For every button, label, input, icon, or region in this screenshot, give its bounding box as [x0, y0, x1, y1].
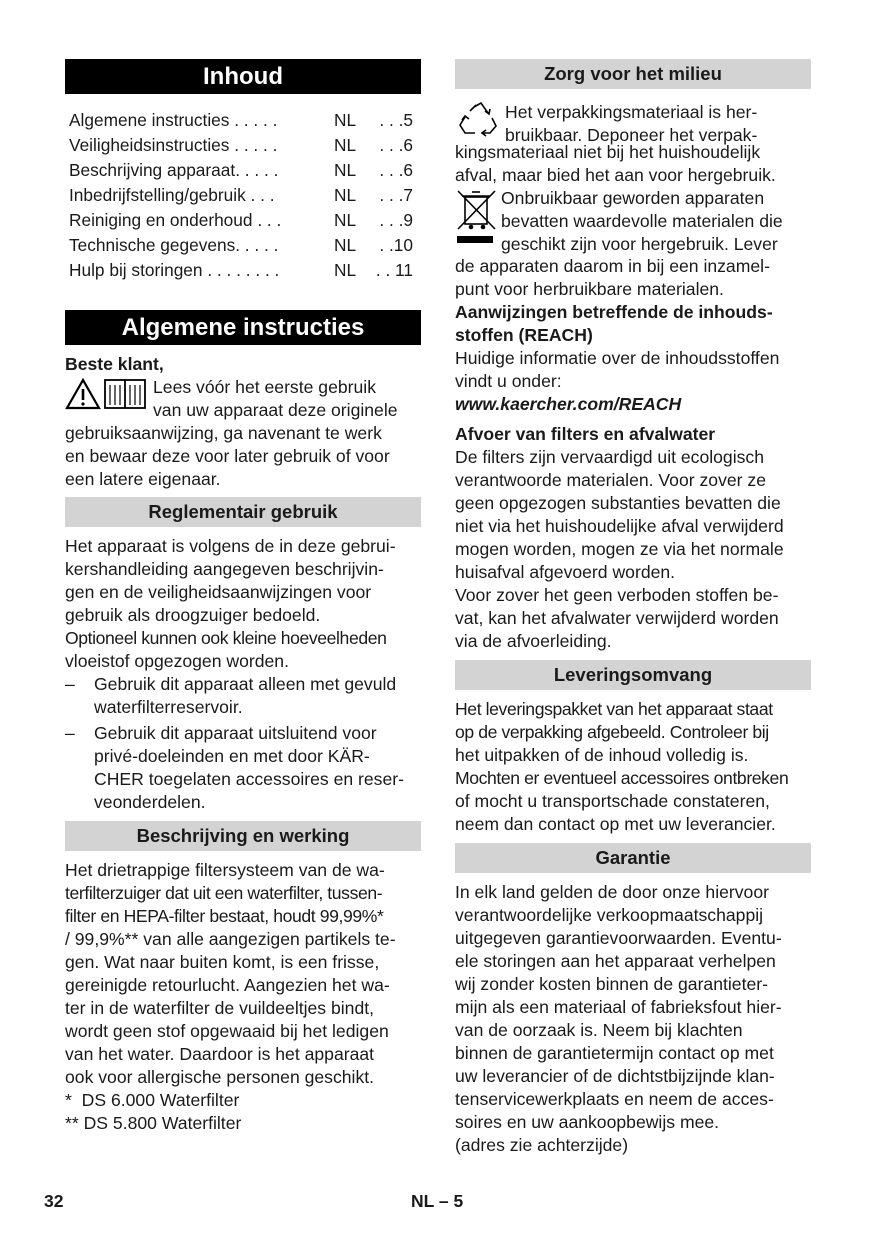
warning-manual-icon [65, 376, 151, 422]
text-line: huisafval afgevoerd worden. [455, 562, 676, 582]
text-line: terfilterzuiger dat uit een waterfilter, tussen- [65, 883, 383, 903]
text-line: vloeistof opgezogen worden. [65, 651, 289, 671]
right-column [455, 59, 811, 1157]
function-heading: Beschrijving en werking [65, 821, 421, 851]
reach-link[interactable]: www.kaercher.com/REACH [455, 394, 682, 414]
toc-title: Algemene instructies . . . . . [69, 110, 278, 130]
text-line: kershandleiding aangegeven beschrijvin- [65, 559, 384, 579]
text-line: gebruik als droogzuiger bedoeld. [65, 605, 321, 625]
text-line: gen en de veiligheidsaanwijzingen voor [65, 582, 372, 602]
text-line: gereinigde retourlucht. Aangezien het wa- [65, 975, 390, 995]
text-line: Mochten er eventueel accessoires ontbreken [455, 768, 789, 788]
warranty-heading: Garantie [455, 843, 811, 873]
toc-page: . . .6 [379, 160, 413, 180]
text-line: veonderdelen. [94, 792, 206, 812]
intro-block [65, 376, 421, 422]
footnote: ** DS 5.800 Waterfilter [65, 1113, 242, 1133]
text-line: vindt u onder: [455, 371, 562, 391]
recycle-block [455, 101, 811, 147]
intro-line: gebruiksaanwijzing, ga navenant te werk [65, 423, 382, 443]
text-line: niet via het huishoudelijke afval verwijderd [455, 516, 784, 536]
toc-row[interactable] [69, 258, 421, 283]
text-line: – Gebruik dit apparaat uitsluitend voor [94, 723, 377, 743]
toc-row[interactable] [69, 133, 421, 158]
toc-lang: NL [334, 160, 357, 180]
filter-text [455, 446, 811, 653]
intro-line: Lees vóór het eerste gebruik [153, 377, 376, 397]
page-number: 32 [44, 1191, 64, 1211]
footnote: * DS 6.000 Waterfilter [65, 1090, 240, 1110]
text-line: privé-doeleinden en met door KÄR- [94, 746, 370, 766]
text-line: wij zonder kosten binnen de garantieter- [455, 974, 768, 994]
text-line: Het verpakkingsmateriaal is her- [505, 102, 758, 122]
text-line: waterfilterreservoir. [94, 697, 243, 717]
toc-page: . . .6 [379, 135, 413, 155]
toc-page: . . .5 [379, 110, 413, 130]
general-heading: Algemene instructies [65, 310, 421, 345]
usage-bullet [65, 722, 421, 814]
text-line: filter en HEPA-filter bestaat, houdt 99,99%* [65, 906, 384, 926]
text-line: uw leverancier of de dichtstbijzijnde klan- [455, 1066, 775, 1086]
text-line: Het drietrappige filtersysteem van de wa- [65, 860, 385, 880]
delivery-text [455, 698, 811, 836]
text-line: Huidige informatie over de inhoudsstoffen [455, 348, 780, 368]
text-line: van het water. Daardoor is het apparaat [65, 1044, 375, 1064]
toc-row[interactable] [69, 183, 421, 208]
toc-page: . .10 [379, 235, 413, 255]
reach-heading: Aanwijzingen betreffende de inhouds- [455, 302, 773, 322]
toc-page: . . .7 [379, 185, 413, 205]
warranty-text [455, 881, 811, 1157]
toc-lang: NL [334, 110, 357, 130]
toc-row[interactable] [69, 158, 421, 183]
usage-bullet [65, 673, 421, 719]
text-line: ele storingen aan het apparaat verhelpen [455, 951, 776, 971]
text-line: In elk land gelden de door onze hiervoor [455, 882, 769, 902]
toc-title: Reiniging en onderhoud . . . [69, 210, 282, 230]
crossed-bin-icon [455, 187, 501, 249]
text-line: mijn als een materiaal of fabrieksfout hier- [455, 997, 782, 1017]
text-line: het uitpakken of de inhoud volledig is. [455, 745, 749, 765]
text-line: ook voor allergische personen geschikt. [65, 1067, 375, 1087]
intro-line: en bewaar deze voor later gebruik of voor [65, 446, 390, 466]
text-line: verantwoordelijke verkoopmaatschappij [455, 905, 764, 925]
text-line: Voor zover het geen verboden stoffen be- [455, 585, 779, 605]
reach-heading: stoffen (REACH) [455, 325, 593, 345]
text-line: binnen de garantietermijn contact op met [455, 1043, 774, 1063]
toc-row[interactable] [69, 108, 421, 133]
text-line: (adres zie achterzijde) [455, 1135, 629, 1155]
usage-text [65, 535, 421, 673]
weee-block [455, 187, 811, 256]
toc-title: Inbedrijfstelling/gebruik . . . [69, 185, 275, 205]
text-line: neem dan contact op met uw leverancier. [455, 814, 776, 834]
toc-lang: NL [334, 185, 357, 205]
recycle-icon [455, 101, 505, 141]
toc-title: Veiligheidsinstructies . . . . . [69, 135, 278, 155]
left-column [65, 59, 421, 1135]
text-line: Onbruikbaar geworden apparaten [501, 188, 765, 208]
toc-title: Beschrijving apparaat. . . . . [69, 160, 279, 180]
greeting: Beste klant, [65, 354, 164, 374]
text-line: tenservicewerkplaats en neem de acces- [455, 1089, 774, 1109]
text-line: gen. Wat naar buiten komt, is een frisse, [65, 952, 380, 972]
filter-heading: Afvoer van filters en afvalwater [455, 424, 716, 444]
function-text [65, 859, 421, 1135]
text-line: geen opgezogen substanties bevatten die [455, 493, 781, 513]
text-line: mogen worden, mogen ze via het normale [455, 539, 784, 559]
text-line: ter in de waterfilter de vuildeeltjes bindt, [65, 998, 375, 1018]
delivery-heading: Leveringsomvang [455, 660, 811, 690]
text-line: bruikbaar. Deponeer het verpak- [505, 125, 758, 145]
text-line: CHER toegelaten accessoires en reser- [94, 769, 404, 789]
toc-row[interactable] [69, 233, 421, 258]
text-line: geschikt zijn voor hergebruik. Lever [501, 234, 778, 254]
text-line: of mocht u transportschade constateren, [455, 791, 770, 811]
toc-lang: NL [334, 235, 357, 255]
text-line: Het leveringspakket van het apparaat staat [455, 699, 773, 719]
toc-lang: NL [334, 260, 357, 280]
toc-title: Hulp bij storingen . . . . . . . . [69, 260, 280, 280]
toc-lang: NL [334, 210, 357, 230]
text-line: van de oorzaak is. Neem bij klachten [455, 1020, 743, 1040]
text-line: kingsmateriaal niet bij het huishoudelijk [455, 142, 761, 162]
intro-line: van uw apparaat deze originele [153, 400, 398, 420]
toc-lang: NL [334, 135, 357, 155]
environment-heading: Zorg voor het milieu [455, 59, 811, 89]
text-line: verantwoorde materialen. Voor zover ze [455, 470, 766, 490]
toc-title: Technische gegevens. . . . . [69, 235, 279, 255]
text-line: De filters zijn vervaardigd uit ecologisch [455, 447, 765, 467]
text-line: afval, maar bied het aan voor hergebruik. [455, 165, 776, 185]
text-line: – Gebruik dit apparaat alleen met gevuld [94, 674, 397, 694]
text-line: de apparaten daarom in bij een inzamel- [455, 256, 770, 276]
text-line: Optioneel kunnen ook kleine hoeveelheden [65, 628, 387, 648]
text-line: punt voor herbruikbare materialen. [455, 279, 724, 299]
toc-page: . . 11 [375, 260, 413, 280]
footer-section: NL – 5 [411, 1191, 464, 1211]
toc-list [65, 108, 421, 283]
text-line: bevatten waardevolle materialen die [501, 211, 783, 231]
toc-page: . . .9 [379, 210, 413, 230]
usage-heading: Reglementair gebruik [65, 497, 421, 527]
text-line: wordt geen stof opgewaaid bij het ledigen [65, 1021, 389, 1041]
text-line: soires en uw aankoopbewijs mee. [455, 1112, 720, 1132]
toc-heading: Inhoud [65, 59, 421, 94]
text-line: op de verpakking afgebeeld. Controleer bij [455, 722, 769, 742]
toc-row[interactable] [69, 208, 421, 233]
text-line: / 99,9%** van alle aangezigen partikels te- [65, 929, 396, 949]
text-line: via de afvoerleiding. [455, 631, 612, 651]
text-line: Het apparaat is volgens de in deze gebrui- [65, 536, 396, 556]
text-line: vat, kan het afvalwater verwijderd worden [455, 608, 779, 628]
intro-line: een latere eigenaar. [65, 469, 221, 489]
text-line: uitgegeven garantievoorwaarden. Eventu- [455, 928, 782, 948]
